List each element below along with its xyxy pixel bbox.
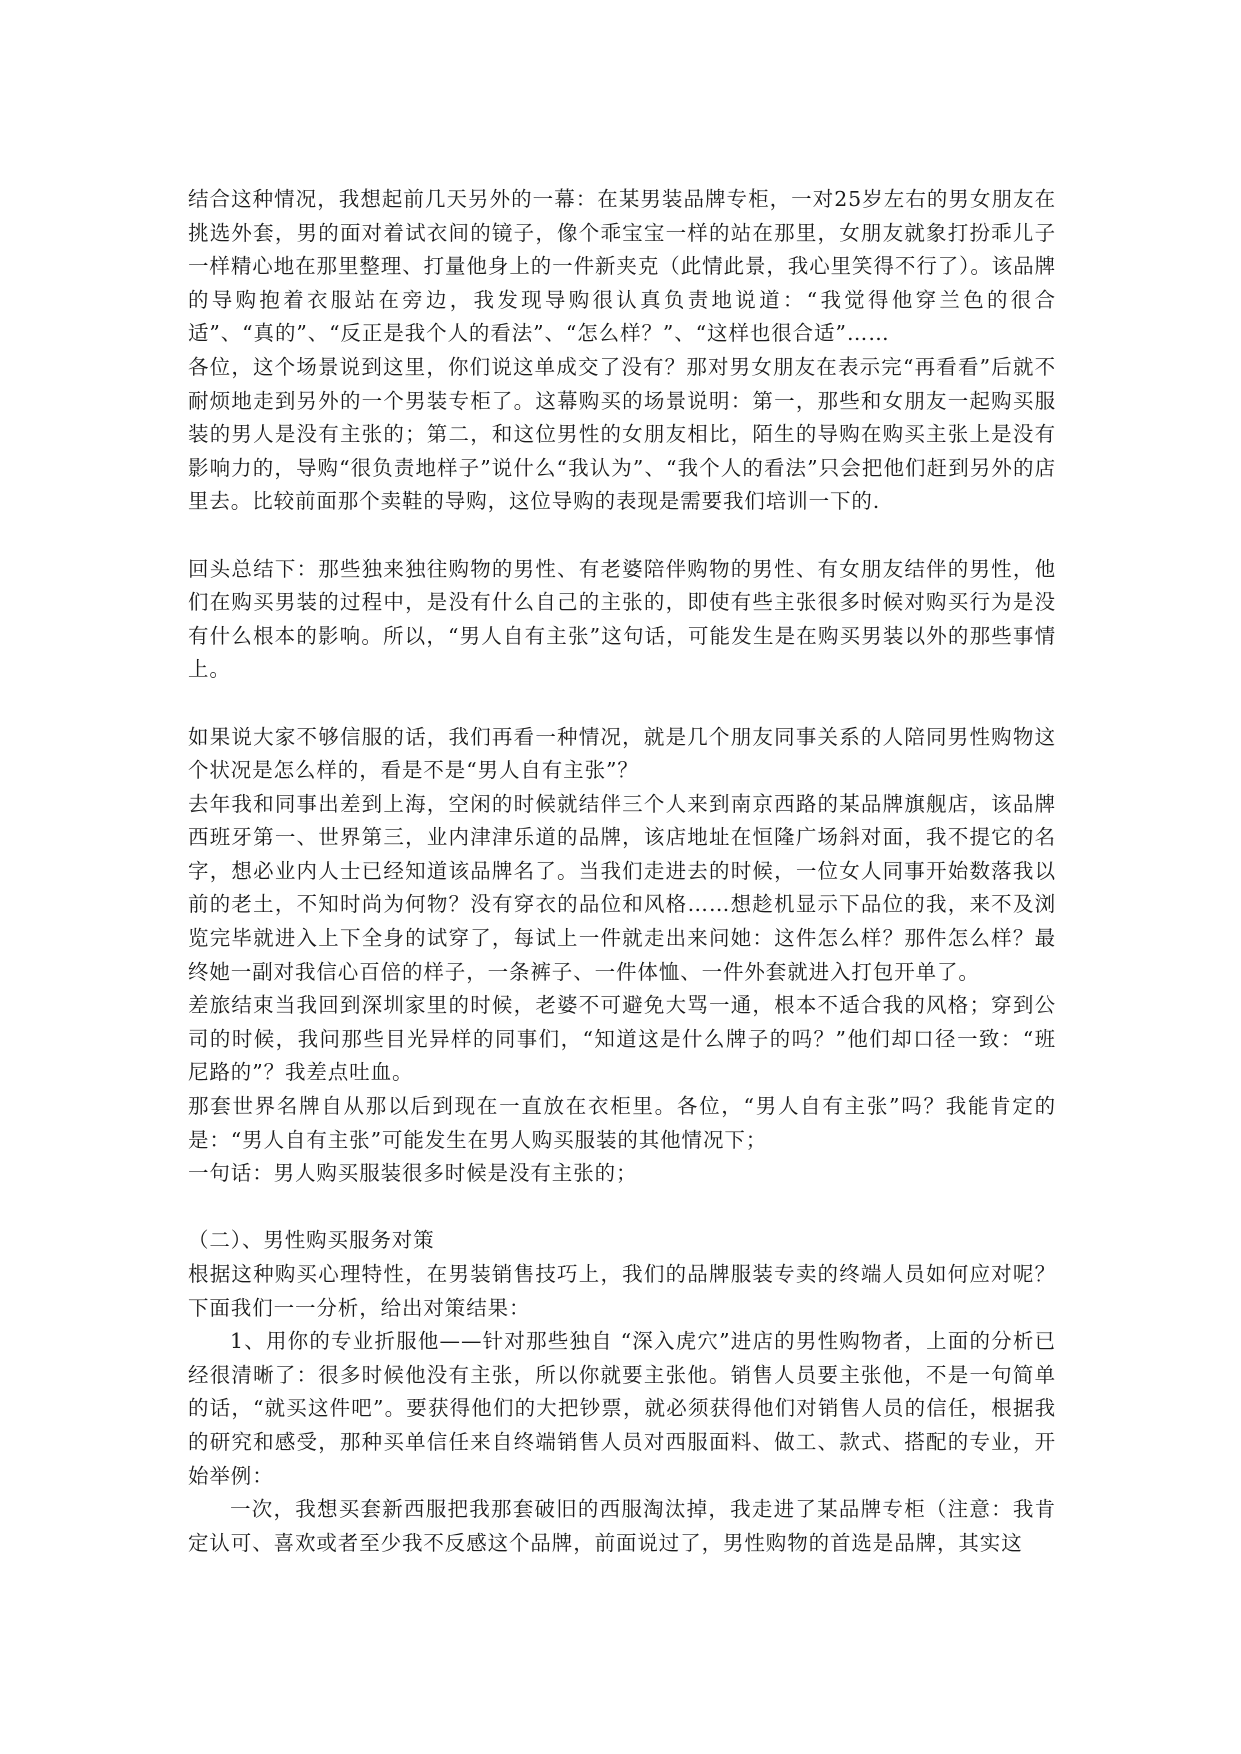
paragraph-strategy-1: 1、用你的专业折服他——针对那些独自 “深入虎穴”进店的男性购物者，上面的分析已经很清晰了：很多时候他没有主张，所以你就要主张他。销售人员要主张他，不是一句简单的话，“就买这件吧”。要获得他们的大把钞票，就必须获得他们对销售人员的信任，根据我的研究和感受，那种买单信任来自终端销售人员对西服面料、做工、款式、搭配的专业，开始举例： bbox=[188, 1329, 1056, 1488]
paragraph-suit-example: 一次，我想买套新西服把我那套破旧的西服淘汰掉，我走进了某品牌专柜（注意：我肯定认可、喜欢或者至少我不反感这个品牌，前面说过了，男性购物的首选是品牌，其实这 bbox=[188, 1497, 1056, 1555]
paragraph-strategy-intro: 根据这种购买心理特性，在男装销售技巧上，我们的品牌服装专卖的终端人员如何应对呢？下面我们一一分析，给出对策结果： bbox=[188, 1262, 1056, 1320]
paragraph-spacer bbox=[188, 687, 1056, 721]
paragraph-scene-analysis: 各位，这个场景说到这里，你们说这单成交了没有？那对男女朋友在表示完“再看看”后就不耐烦地走到另外的一个男装专柜了。这幕购买的场景说明：第一，那些和女朋友一起购买服装的男人是没有主张的；第二，和这位男性的女朋友相比，陌生的导购在购买主张上是没有影响力的，导购“很负责地样子”说什么“我认为”、“我个人的看法”只会把他们赶到另外的店里去。比较前面那个卖鞋的导购，这位导购的表现是需要我们培训一下的. bbox=[188, 354, 1056, 514]
paragraph-spacer bbox=[188, 1191, 1056, 1225]
paragraph-wardrobe-conclusion: 那套世界名牌自从那以后到现在一直放在衣柜里。各位，“男人自有主张”吗？我能肯定的是：“男人自有主张”可能发生在男人购买服装的其他情况下； bbox=[188, 1094, 1056, 1152]
paragraph-fitting-room-scene: 结合这种情况，我想起前几天另外的一幕：在某男装品牌专柜，一对25岁左右的男女朋友在挑选外套，男的面对着试衣间的镜子，像个乖宝宝一样的站在那里，女朋友就象打扮乖儿子一样精心地在那里整理、打量他身上的一件新夹克（此情此景，我心里笑得不行了）。该品牌的导购抱着衣服站在旁边，我发现导购很认真负责地说道：“我觉得他穿兰色的很合适”、“真的”、“反正是我个人的看法”、“怎么样？”、“这样也很合适”…… bbox=[188, 187, 1056, 346]
paragraph-spacer bbox=[188, 519, 1056, 553]
section-heading: （二）、男性购买服务对策 bbox=[188, 1228, 435, 1253]
paragraph-shenzhen-story: 差旅结束当我回到深圳家里的时候，老婆不可避免大骂一通，根本不适合我的风格；穿到公司的时候，我问那些目光异样的同事们，“知道这是什么牌子的吗？”他们却口径一致：“班尼路的”？我差点吐血。 bbox=[188, 993, 1056, 1085]
paragraph-one-sentence: 一句话：男人购买服装很多时候是没有主张的； bbox=[188, 1161, 638, 1186]
document-page bbox=[188, 183, 1056, 1560]
paragraph-friends-case-intro: 如果说大家不够信服的话，我们再看一种情况，就是几个朋友同事关系的人陪同男性购物这个状况是怎么样的，看是不是“男人自有主张”？ bbox=[188, 724, 1056, 783]
paragraph-shanghai-story: 去年我和同事出差到上海，空闲的时候就结伴三个人来到南京西路的某品牌旗舰店，该品牌西班牙第一、世界第三，业内津津乐道的品牌，该店地址在恒隆广场斜对面，我不提它的名字，想必业内人士已经知道该品牌名了。当我们走进去的时候，一位女人同事开始数落我以前的老土，不知时尚为何物？没有穿衣的品位和风格……想趁机显示下品位的我，来不及浏览完毕就进入上下全身的试穿了，每试上一件就走出来问她：这件怎么样？那件怎么样？最终她一副对我信心百倍的样子，一条裤子、一件体恤、一件外套就进入打包开单了。 bbox=[188, 791, 1056, 984]
paragraph-summary: 回头总结下：那些独来独往购物的男性、有老婆陪伴购物的男性、有女朋友结伴的男性，他们在购买男装的过程中，是没有什么自己的主张的，即使有些主张很多时候对购买行为是没有什么根本的影响。所以，“男人自有主张”这句话，可能发生是在购买男装以外的那些事情上。 bbox=[188, 556, 1056, 682]
